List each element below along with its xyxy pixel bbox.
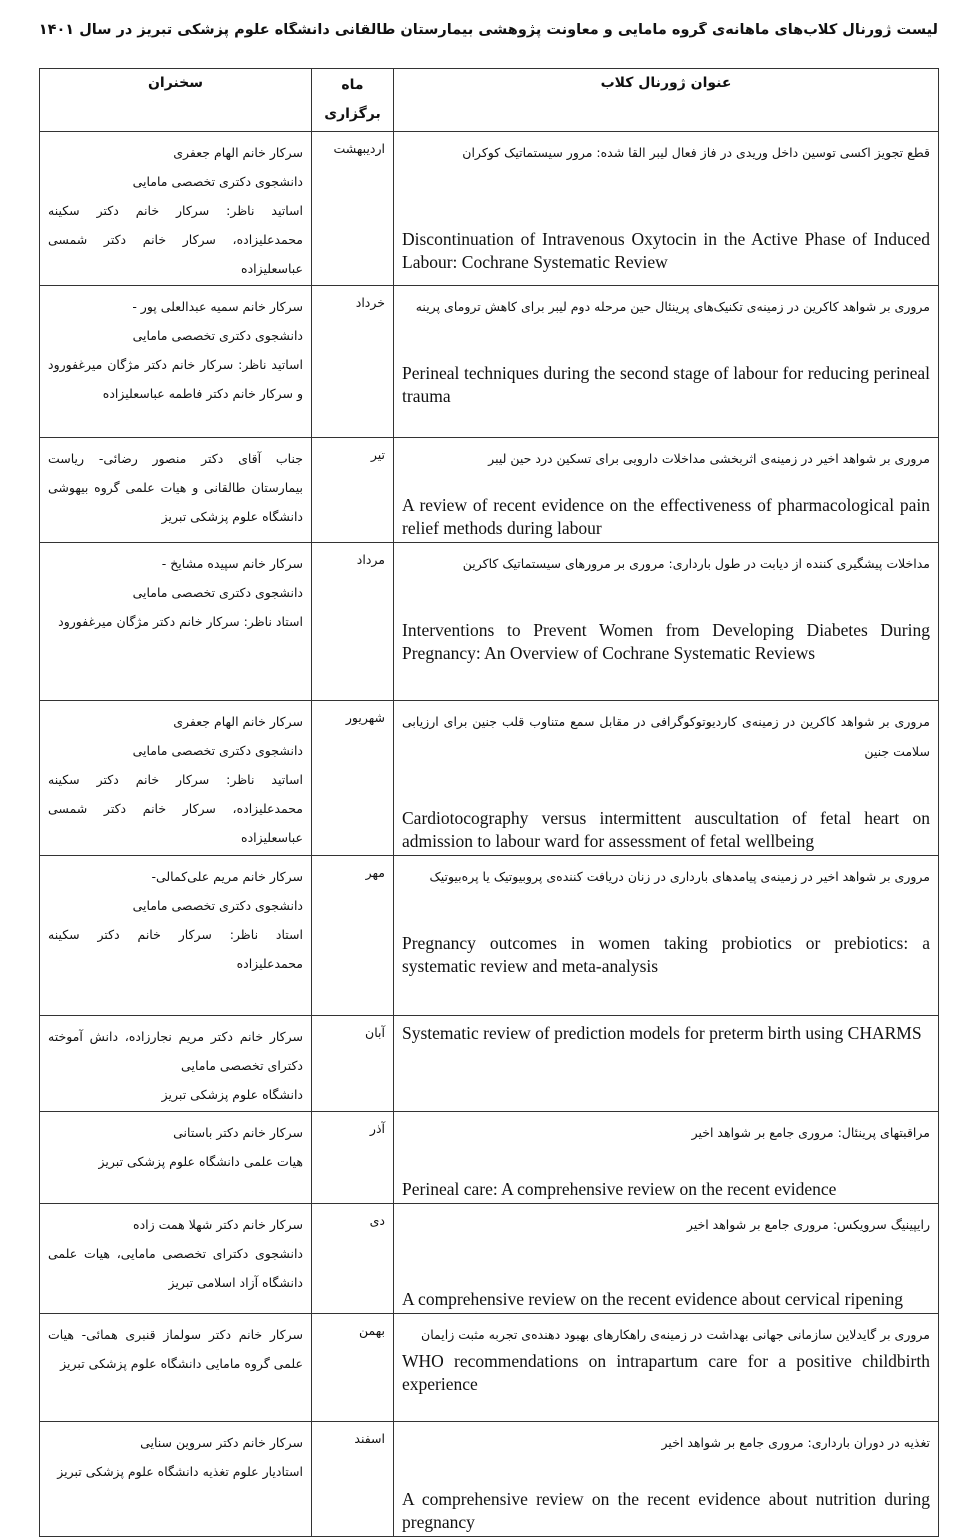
table-row <box>40 438 939 543</box>
speaker-line: جناب آقای دکتر منصور رضائی- ریاست بیمارستان طالقانی و هیات علمی گروه بیهوشی دانشگاه علوم پزشکی تبریز <box>48 451 303 524</box>
title-persian: رایپینیگ سرویکس: مروری جامع بر شواهد اخیر <box>686 1217 930 1232</box>
month-cell: اردیبهشت <box>312 132 394 286</box>
speaker-line: دانشجوی دکتری تخصصی مامایی <box>132 898 303 913</box>
speaker-line: دانشجوی دکتری تخصصی مامایی <box>132 328 303 343</box>
title-english: A comprehensive review on the recent evidence about cervical ripening <box>402 1289 903 1309</box>
title-english: A comprehensive review on the recent evidence about nutrition during pregnancy <box>402 1489 930 1532</box>
speaker-line: اساتید ناظر: سرکار خانم دکتر مژگان میرغفورود و سرکار خانم دکتر فاطمه عباسعلیزاده <box>48 357 303 401</box>
table-row <box>40 856 939 1016</box>
speaker-line: سرکار خانم دکتر مریم نجارزاده، دانش آموخته دکترای تخصصی مامایی <box>48 1029 303 1073</box>
month-cell: آبان <box>312 1016 394 1112</box>
speaker-line: دانشجوی دکتری تخصصی مامایی <box>132 743 303 758</box>
speaker-line: سرکار خانم دکتر سروین سنایی <box>140 1435 303 1450</box>
title-english: WHO recommendations on intrapartum care for a positive childbirth experience <box>402 1351 930 1394</box>
title-english: Systematic review of prediction models for preterm birth using CHARMS <box>402 1023 922 1043</box>
month-cell: خرداد <box>312 286 394 438</box>
month-cell: اسفند <box>312 1422 394 1537</box>
speaker-line: استادیار علوم تغذیه دانشگاه علوم پزشکی تبریز <box>57 1464 303 1479</box>
speaker-line: سرکار خانم دکتر باستانی <box>173 1125 303 1140</box>
header-month: ماه برگزاری <box>312 69 394 132</box>
title-cell <box>394 856 939 1016</box>
header-speaker: سخنران <box>40 69 312 132</box>
month-cell: مهر <box>312 856 394 1016</box>
title-cell <box>394 1204 939 1314</box>
table-row <box>40 1314 939 1422</box>
speaker-line: سرکار خانم مریم علی‌کمالی- <box>151 869 303 884</box>
table-row <box>40 1016 939 1112</box>
speaker-line: سرکار خانم سپیده مشایخ - <box>161 556 303 571</box>
speaker-line: هیات علمی دانشگاه علوم پزشکی تبریز <box>98 1154 303 1169</box>
speaker-cell <box>40 543 312 701</box>
title-persian: مروری بر شواهد کاکرین در زمینه‌ی تکنیک‌های پرینئال حین مرحله دوم لیبر برای کاهش ترومای پرینه <box>415 299 930 314</box>
speaker-line: سرکار خانم الهام جعفری <box>173 714 303 729</box>
table-row <box>40 701 939 856</box>
speaker-line: دانشجوی دکترای تخصصی مامایی، هیات علمی دانشگاه آزاد اسلامی تبریز <box>48 1246 303 1290</box>
month-cell: دی <box>312 1204 394 1314</box>
month-cell: تیر <box>312 438 394 543</box>
speaker-line: دانشگاه علوم پزشکی تبریز <box>161 1087 303 1102</box>
title-cell <box>394 1112 939 1204</box>
title-persian: مروری بر گایدلاین سازمانی جهانی بهداشت در زمینه‌ی راهکارهای بهبود دهنده‌ی تجربه مثبت زایمان <box>421 1327 930 1342</box>
table-row <box>40 1112 939 1204</box>
title-cell <box>394 1422 939 1537</box>
title-persian: تغذیه در دوران بارداری: مروری جامع بر شواهد اخیر <box>661 1435 930 1450</box>
speaker-line: اساتید ناظر: سرکار خانم دکتر سکینه محمدعلیزاده، سرکار خانم دکتر شمسی عباسعلیزاده <box>48 203 303 276</box>
title-cell <box>394 701 939 856</box>
speaker-line: سرکار خانم دکتر شهلا همت زاده <box>133 1217 303 1232</box>
title-english: Perineal care: A comprehensive review on the recent evidence <box>402 1179 837 1199</box>
title-english: Pregnancy outcomes in women taking probiotics or prebiotics: a systematic review and meta-analysis <box>402 933 930 976</box>
speaker-cell <box>40 1112 312 1204</box>
title-english: Interventions to Prevent Women from Developing Diabetes During Pregnancy: An Overview of Cochrane Systematic Reviews <box>402 620 930 663</box>
title-cell <box>394 286 939 438</box>
document-title: لیست ژورنال کلاب‌های ماهانه‌ی گروه مامایی و معاونت پژوهشی بیمارستان طالقانی دانشگاه علوم پزشکی تبریز در سال ۱۴۰۱ <box>38 22 938 38</box>
title-persian: مروری بر شواهد کاکرین در زمینه‌ی کاردیوتوکوگرافی در مقابل سمع متناوب قلب جنین برای ارزیابی سلامت جنین <box>402 714 930 759</box>
table-row <box>40 286 939 438</box>
table-row <box>40 1204 939 1314</box>
title-persian: مراقبتهای پرینئال: مروری جامع بر شواهد اخیر <box>691 1125 930 1140</box>
speaker-cell <box>40 438 312 543</box>
speaker-line: سرکار خانم الهام جعفری <box>173 145 303 160</box>
title-persian: مروری بر شواهد اخیر در زمینه‌ی اثربخشی مداخلات دارویی برای تسکین درد حین لیبر <box>488 451 930 466</box>
speaker-line: سرکار خانم سمیه عبدالعلی پور - <box>132 299 303 314</box>
table-row <box>40 543 939 701</box>
speaker-line: استاد ناظر: سرکار خانم دکتر مژگان میرغفورود <box>58 614 303 629</box>
title-cell <box>394 1016 939 1112</box>
title-persian: مداخلات پیشگیری کننده از دیابت در طول بارداری: مروری بر مرورهای سیستماتیک کاکرین <box>462 556 930 571</box>
title-english: Cardiotocography versus intermittent auscultation of fetal heart on admission to labour ward for assessment of fetal wellbeing <box>402 808 930 851</box>
journal-club-table <box>39 68 939 1537</box>
header-title: عنوان ژورنال کلاب <box>394 69 939 132</box>
speaker-cell <box>40 701 312 856</box>
title-cell <box>394 132 939 286</box>
speaker-cell <box>40 1314 312 1422</box>
month-cell: آذر <box>312 1112 394 1204</box>
speaker-cell <box>40 1016 312 1112</box>
title-english: Perineal techniques during the second stage of labour for reducing perineal trauma <box>402 363 930 406</box>
speaker-line: اساتید ناظر: سرکار خانم دکتر سکینه محمدعلیزاده، سرکار خانم دکتر شمسی عباسعلیزاده <box>48 772 303 845</box>
month-cell: بهمن <box>312 1314 394 1422</box>
speaker-cell <box>40 1204 312 1314</box>
title-persian: قطع تجویز اکسی توسین داخل وریدی در فاز فعال لیبر القا شده: مرور سیستماتیک کوکران <box>462 145 930 160</box>
title-english: A review of recent evidence on the effectiveness of pharmacological pain relief methods during labour <box>402 495 930 538</box>
speaker-line: دانشجوی دکتری تخصصی مامایی <box>132 585 303 600</box>
month-cell: شهریور <box>312 701 394 856</box>
speaker-line: دانشجوی دکتری تخصصی مامایی <box>132 174 303 189</box>
header-row <box>40 69 939 132</box>
title-english: Discontinuation of Intravenous Oxytocin in the Active Phase of Induced Labour: Cochrane Systematic Review <box>402 229 930 272</box>
speaker-cell <box>40 1422 312 1537</box>
title-cell <box>394 543 939 701</box>
title-persian: مروری بر شواهد اخیر در زمینه‌ی پیامدهای بارداری در زنان دریافت کننده‌ی پروبیوتیک یا پرەبیوتیک <box>429 869 930 884</box>
table-row <box>40 1422 939 1537</box>
title-cell <box>394 1314 939 1422</box>
speaker-cell <box>40 286 312 438</box>
speaker-cell <box>40 856 312 1016</box>
month-cell: مرداد <box>312 543 394 701</box>
table-row <box>40 132 939 286</box>
speaker-line: استاد ناظر: سرکار خانم دکتر سکینه محمدعلیزاده <box>48 927 303 971</box>
speaker-line: سرکار خانم دکتر سولماز قنبری همائی- هیات علمی گروه مامایی دانشگاه علوم پزشکی تبریز <box>48 1327 303 1371</box>
speaker-cell <box>40 132 312 286</box>
title-cell <box>394 438 939 543</box>
